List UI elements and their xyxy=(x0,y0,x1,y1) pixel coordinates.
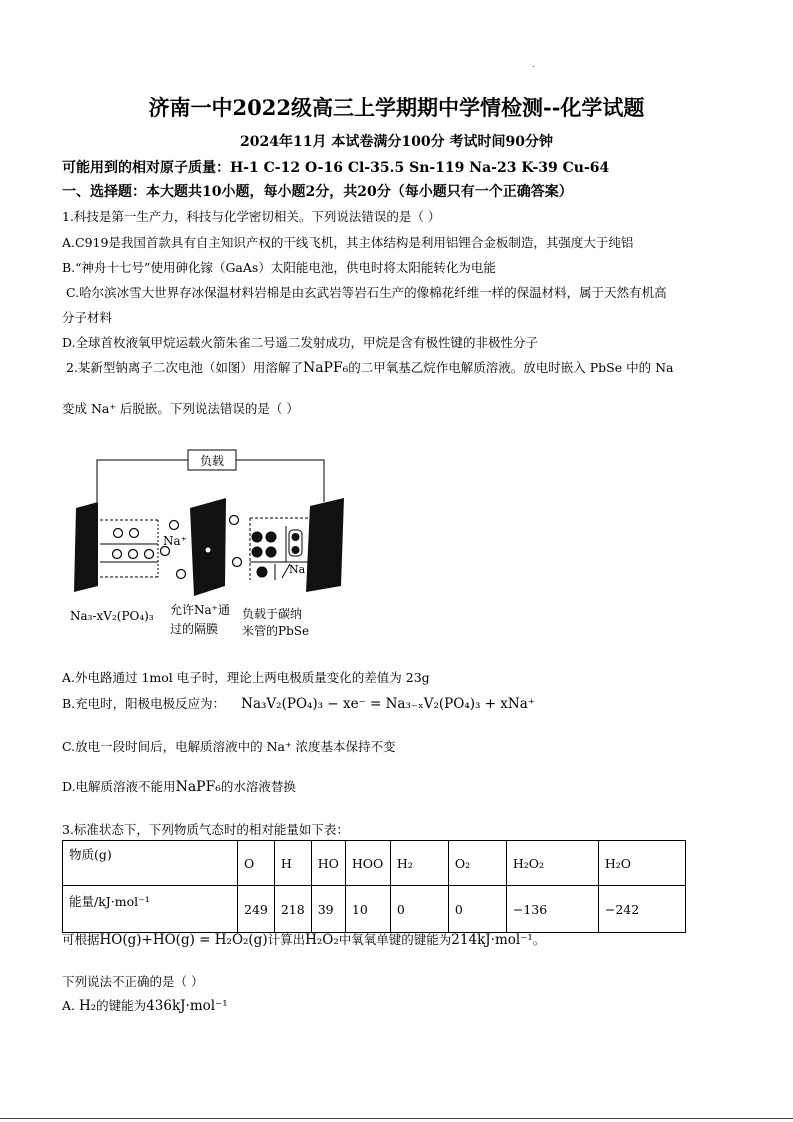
capsule-ion-1 xyxy=(292,533,300,541)
table-row xyxy=(63,886,686,933)
q2-option-d xyxy=(62,777,296,795)
section-heading: 一、选择题：本大题共10小题，每小题2分，共20分（每小题只有一个正确答案） xyxy=(62,184,573,200)
left-electrode xyxy=(74,502,98,592)
q3-note-value: 214kJ·mol⁻¹ xyxy=(451,932,533,948)
q3-prompt: 下列说法不正确的是（ ） xyxy=(62,974,204,989)
q2-stem-post: 的二甲氧基乙烷作电解质溶液。放电时嵌入 PbSe 中的 Na xyxy=(348,360,674,375)
q1-option-b: B.“神舟十七号”使用砷化镓（GaAs）太阳能电池，供电时将太阳能转化为电能 xyxy=(62,260,496,275)
pbse-label-2: 米管的PbSe xyxy=(242,624,310,638)
table-header: O xyxy=(238,841,275,886)
q1-option-d: D.全球首枚液氧甲烷运载火箭朱雀二号遥二发射成功，甲烷是含有极性键的非极性分子 xyxy=(62,335,539,350)
na-ion-label: Na⁺ xyxy=(163,534,187,548)
table-row-label: 能量/kJ·mol⁻¹ xyxy=(63,886,238,933)
atomic-masses: 可能用到的相对原子质量：H-1 C-12 O-16 Cl-35.5 Sn-119 Na-23 K-39 Cu-64 xyxy=(62,160,610,176)
left-lattice xyxy=(100,520,158,577)
separator-dot xyxy=(206,548,211,553)
q3-note-formula: HO(g)+HO(g) = H₂O₂(g) xyxy=(99,932,268,948)
q2-option-d-pre: D.电解质溶液不能用 xyxy=(62,779,176,794)
q2-option-d-post: 的水溶液替换 xyxy=(220,779,296,794)
table-row xyxy=(63,841,686,886)
table-cell: 218 xyxy=(274,886,311,933)
q3-stem: 3.标准状态下，下列物质气态时的相对能量如下表： xyxy=(62,822,349,837)
q3-option-a-pre: A. xyxy=(62,998,79,1013)
q2-option-a: A.外电路通过 1mol 电子时，理论上两电极质量变化的差值为 23g xyxy=(62,670,430,685)
table-cell: 10 xyxy=(345,886,390,933)
table-header: H₂O₂ xyxy=(506,841,598,886)
table-header-substance: 物质(g) xyxy=(63,841,238,886)
q3-note-mid: 计算出 xyxy=(267,932,306,947)
energy-table xyxy=(62,840,686,933)
right-electrode xyxy=(306,498,344,592)
q1-option-c: C.哈尔滨冰雪大世界存冰保温材料岩棉是由玄武岩等岩石生产的像棉花纤维一样的保温材料，属于天然有机高 xyxy=(66,285,667,300)
separator xyxy=(190,498,226,596)
q3-note-formula2: H₂O₂ xyxy=(305,932,339,948)
q3-note-mid2: 中氧氧单键的键能为 xyxy=(338,932,452,947)
q3-option-a-value: 436kJ·mol⁻¹ xyxy=(146,998,228,1014)
table-header: H₂ xyxy=(390,841,448,886)
q3-option-a xyxy=(62,996,228,1014)
top-dot: . xyxy=(532,60,535,69)
table-header: HOO xyxy=(345,841,390,886)
battery-diagram xyxy=(60,440,350,650)
membrane-label-2: 过的隔膜 xyxy=(170,622,219,636)
table-header: O₂ xyxy=(448,841,506,886)
table-header: H xyxy=(274,841,311,886)
table-cell: 249 xyxy=(238,886,275,933)
right-filled-ions xyxy=(252,532,276,577)
exam-info: 2024年11月 本试卷满分100分 考试时间90分钟 xyxy=(240,134,553,150)
q3-option-a-mid: 的键能为 xyxy=(96,998,147,1013)
q2-stem-line2: 变成 Na⁺ 后脱嵌。下列说法错误的是（ ） xyxy=(62,401,299,416)
table-cell: 39 xyxy=(311,886,345,933)
q3-note xyxy=(62,930,545,948)
wire-right xyxy=(235,460,324,502)
page-bottom-rule xyxy=(0,1118,793,1119)
load-label: 负载 xyxy=(199,454,225,468)
capsule-ion-2 xyxy=(292,546,300,554)
q2-option-d-formula: NaPF₆ xyxy=(175,779,221,795)
q1-option-c-cont: 分子材料 xyxy=(62,310,113,325)
membrane-label-1: 允许Na⁺通 xyxy=(170,603,230,617)
q3-note-pre: 可根据 xyxy=(62,932,100,947)
page-title: 济南一中2022级高三上学期期中学情检测--化学试题 xyxy=(148,95,645,120)
q2-option-b-pre: B.充电时，阳极电极反应为： xyxy=(62,696,226,711)
q3-option-a-formula: H₂ xyxy=(78,998,97,1014)
table-header: H₂O xyxy=(598,841,685,886)
wire-left xyxy=(97,460,190,502)
pbse-label-1: 负载于碳纳 xyxy=(242,607,303,621)
na-label-right: Na xyxy=(289,563,306,576)
table-cell: −136 xyxy=(506,886,598,933)
q1-stem: 1.科技是第一生产力，科技与化学密切相关。下列说法错误的是（ ） xyxy=(62,209,441,224)
table-header: HO xyxy=(311,841,345,886)
q2-stem-formula: NaPF₆ xyxy=(302,360,349,376)
table-cell: 0 xyxy=(390,886,448,933)
q2-stem xyxy=(66,358,673,376)
q1-option-a: A.C919是我国首款具有自主知识产权的干线飞机，其主体结构是利用铝锂合金板制造，其强度大于纯铝 xyxy=(62,235,634,250)
q3-note-end: 。 xyxy=(532,932,546,947)
table-cell: 0 xyxy=(448,886,506,933)
table-cell: −242 xyxy=(598,886,685,933)
q2-stem-pre: 2.某新型钠离子二次电池（如图）用溶解了 xyxy=(66,360,303,375)
q2-option-b xyxy=(62,694,535,712)
q2-option-b-formula: Na₃V₂(PO₄)₃ − xe⁻ = Na₃₋ₓV₂(PO₄)₃ + xNa⁺ xyxy=(241,696,535,712)
left-electrode-label: Na₃-xV₂(PO₄)₃ xyxy=(70,609,154,623)
q2-option-c: C.放电一段时间后，电解质溶液中的 Na⁺ 浓度基本保持不变 xyxy=(62,739,396,754)
